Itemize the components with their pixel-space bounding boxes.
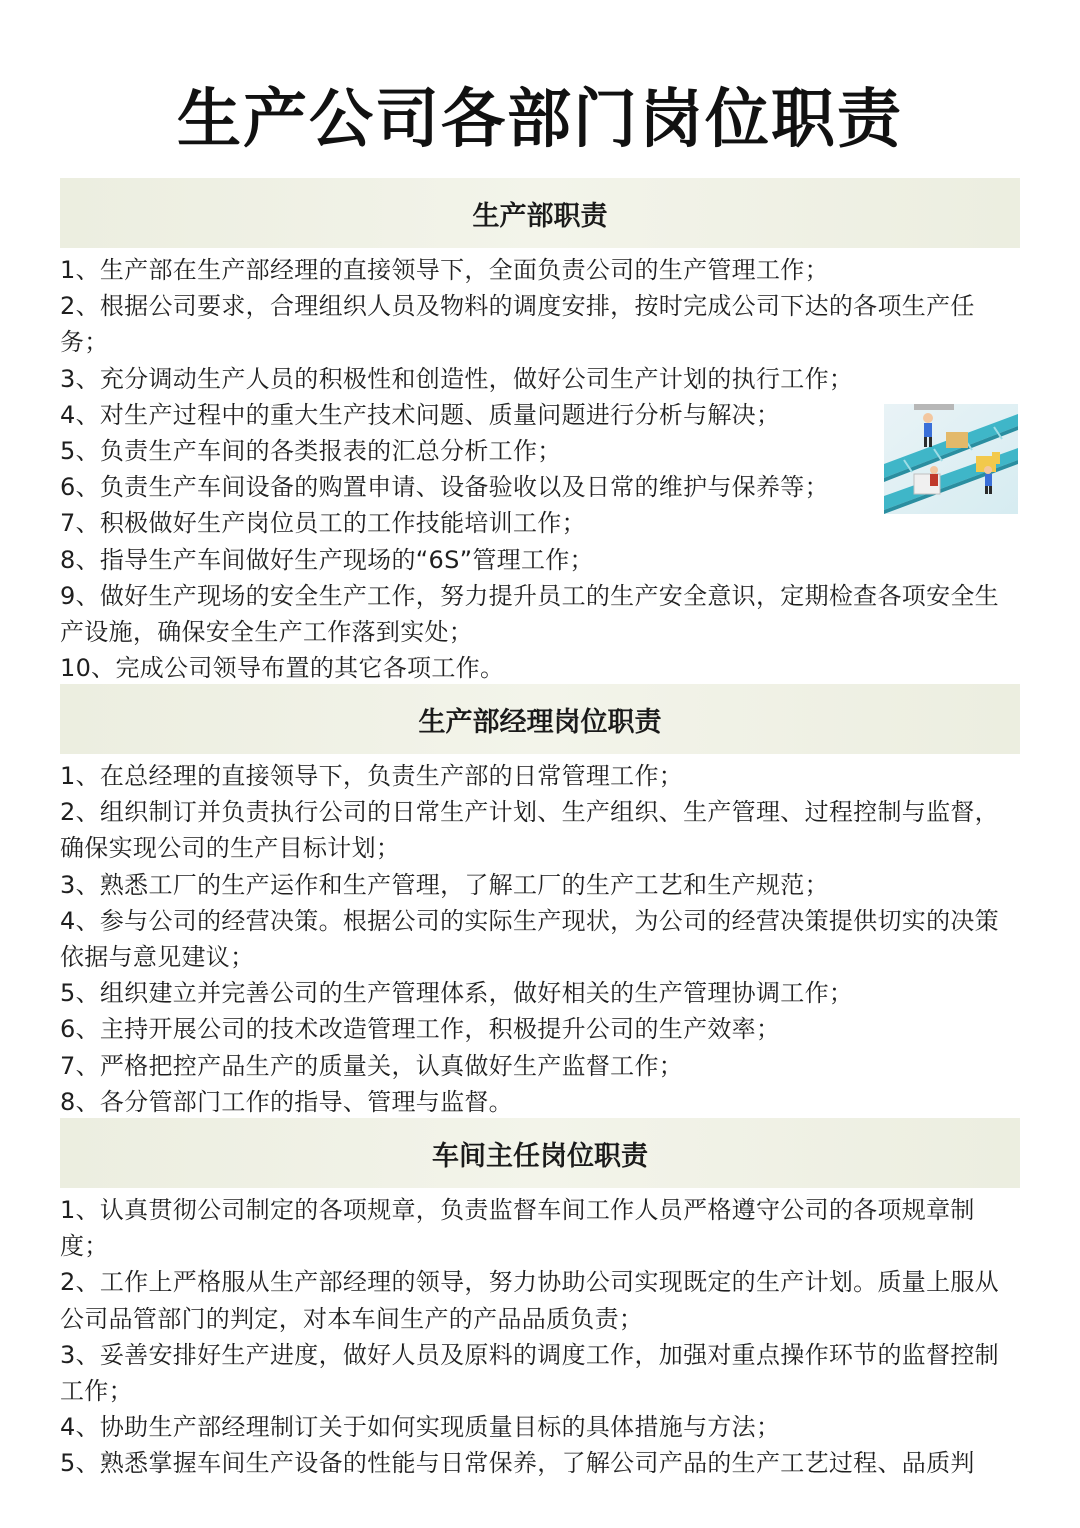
list-item: 10、完成公司领导布置的其它各项工作。 (60, 654, 505, 683)
list-item: 1、认真贯彻公司制定的各项规章，负责监督车间工作人员严格遵守公司的各项规章制度； (60, 1196, 975, 1261)
list-item: 5、负责生产车间的各类报表的汇总分析工作； (60, 437, 562, 466)
section-production-dept (60, 178, 1020, 686)
list-item: 4、参与公司的经营决策。根据公司的实际生产现状，为公司的经营决策提供切实的决策依据与意见建议； (60, 906, 999, 972)
section-header: 车间主任岗位职责 (60, 1118, 1020, 1188)
list-item: 1、在总经理的直接领导下，负责生产部的日常管理工作； (60, 762, 684, 790)
list-item: 4、对生产过程中的重大生产技术问题、质量问题进行分析与解决； (60, 400, 781, 429)
list-item: 1、生产部在生产部经理的直接领导下，全面负责公司的生产管理工作； (60, 256, 829, 284)
list-item: 6、负责生产车间设备的购置申请、设备验收以及日常的维护与保养等； (60, 473, 829, 502)
section-production-manager (60, 684, 1020, 1120)
duty-list (60, 1188, 1020, 1482)
list-item: 2、工作上严格服从生产部经理的领导，努力协助公司实现既定的生产计划。质量上服从公司品管部门的判定，对本车间生产的产品品质负责； (60, 1268, 999, 1333)
list-item: 8、指导生产车间做好生产现场的“6S”管理工作； (60, 545, 594, 574)
list-item: 3、妥善安排好生产进度，做好人员及原料的调度工作，加强对重点操作环节的监督控制工作； (60, 1340, 999, 1406)
list-item: 3、充分调动生产人员的积极性和创造性，做好公司生产计划的执行工作； (60, 364, 854, 393)
list-item: 5、组织建立并完善公司的生产管理体系，做好相关的生产管理协调工作； (60, 979, 854, 1008)
list-item: 6、主持开展公司的技术改造管理工作，积极提升公司的生产效率； (60, 1015, 781, 1044)
list-item: 2、根据公司要求，合理组织人员及物料的调度安排，按时完成公司下达的各项生产任务； (60, 292, 975, 357)
list-item: 9、做好生产现场的安全生产工作，努力提升员工的生产安全意识，定期检查各项安全生产设施，确保安全生产工作落到实处； (60, 581, 999, 647)
list-item: 4、协助生产部经理制订关于如何实现质量目标的具体措施与方法； (60, 1413, 781, 1442)
duty-list (60, 754, 1020, 1120)
section-header: 生产部经理岗位职责 (60, 684, 1020, 754)
list-item: 3、熟悉工厂的生产运作和生产管理，了解工厂的生产工艺和生产规范； (60, 870, 829, 899)
duty-list (60, 248, 1020, 686)
list-item: 7、积极做好生产岗位员工的工作技能培训工作； (60, 509, 586, 538)
list-item: 5、熟悉掌握车间生产设备的性能与日常保养，了解公司产品的生产工艺过程、品质判 (60, 1449, 975, 1478)
page-title: 生产公司各部门岗位职责 (177, 83, 903, 157)
section-header: 生产部职责 (60, 178, 1020, 248)
section-workshop-director (60, 1118, 1020, 1482)
factory-workers-illustration-icon (884, 404, 1018, 514)
list-item: 2、组织制订并负责执行公司的日常生产计划、生产组织、生产管理、过程控制与监督，确保实现公司的生产目标计划； (60, 798, 999, 863)
list-item: 7、严格把控产品生产的质量关，认真做好生产监督工作； (60, 1051, 684, 1080)
list-item: 8、各分管部门工作的指导、管理与监督。 (60, 1087, 513, 1116)
